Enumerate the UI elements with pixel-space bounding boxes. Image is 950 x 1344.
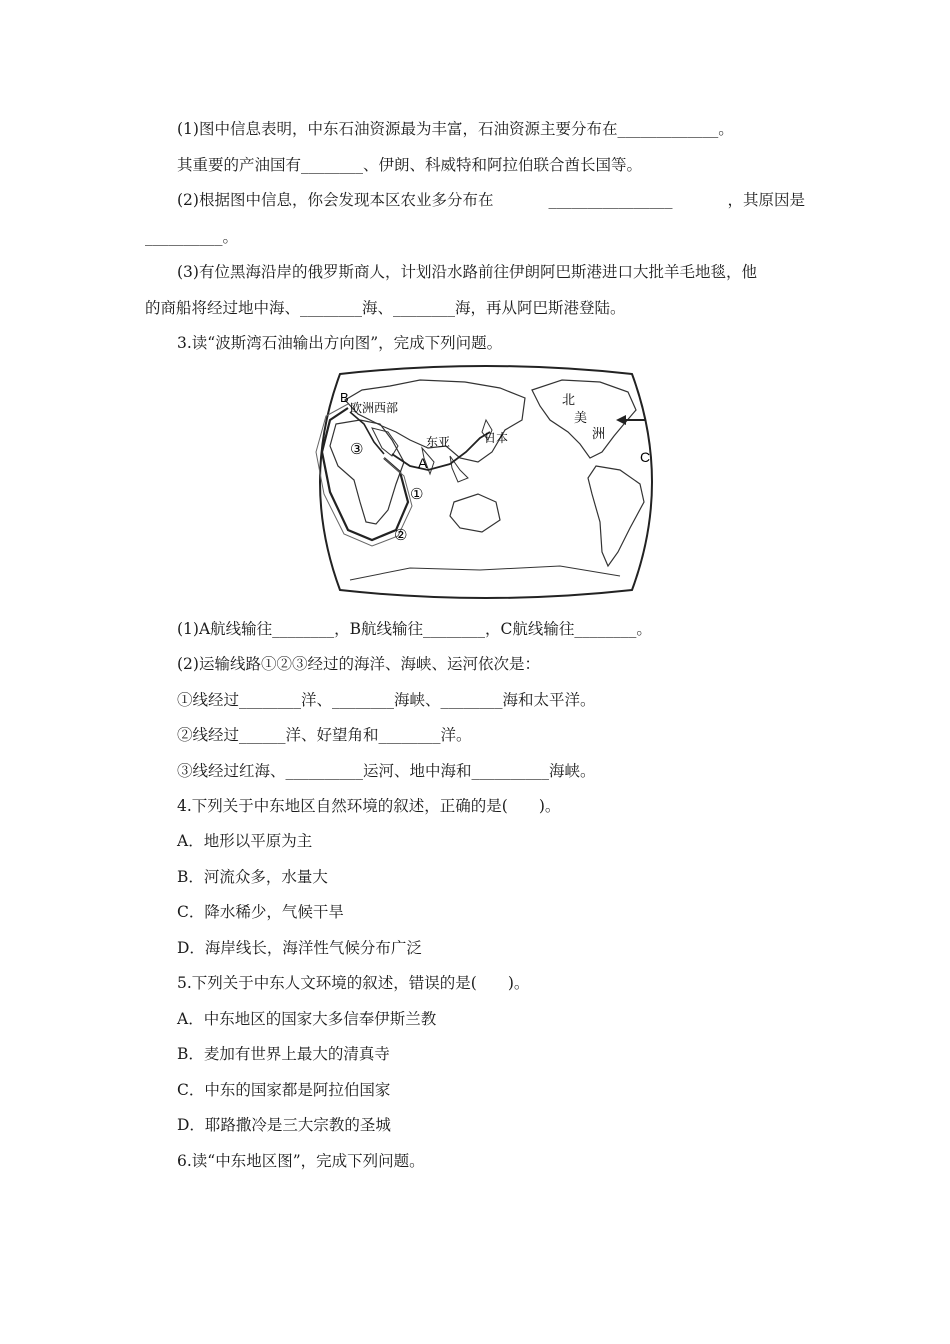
q3-part2: (2)运输线路①②③经过的海洋、海峡、运河依次是： bbox=[177, 655, 540, 673]
q5-option-c: C．中东的国家都是阿拉伯国家 bbox=[177, 1081, 391, 1099]
q3-part1: (1)A航线输往________，B航线输往________，C航线输往________。 bbox=[177, 620, 652, 638]
q4-option-c: C．降水稀少，气候干旱 bbox=[177, 903, 344, 921]
map-label-na-2: 美 bbox=[574, 411, 588, 426]
q3-title: 3.读“波斯湾石油输出方向图”，完成下列问题。 bbox=[177, 334, 503, 352]
q2-part3-line1: (3)有位黑海沿岸的俄罗斯商人，计划沿水路前往伊朗阿巴斯港进口大批羊毛地毯，他 bbox=[177, 263, 757, 281]
q3-route-2: ②线经过______洋、好望角和________洋。 bbox=[177, 726, 472, 744]
q2-part1-line2: 其重要的产油国有________、伊朗、科威特和阿拉伯联合酋长国等。 bbox=[177, 156, 643, 174]
q2-part3-line2: 的商船将经过地中海、________海、________海，再从阿巴斯港登陆。 bbox=[145, 299, 626, 317]
map-label-c: C bbox=[640, 449, 651, 465]
q4-option-b: B．河流众多，水量大 bbox=[177, 868, 328, 886]
q3-route-3: ③线经过红海、__________运河、地中海和__________海峡。 bbox=[177, 762, 596, 780]
map-route-3: ③ bbox=[350, 440, 364, 458]
q5-title: 5.下列关于中东人文环境的叙述，错误的是( )。 bbox=[177, 974, 530, 992]
q2-part2-line1 bbox=[177, 189, 805, 211]
persian-gulf-oil-export-map bbox=[300, 362, 672, 602]
q5-option-b: B．麦加有世界上最大的清真寺 bbox=[177, 1045, 390, 1063]
map-label-japan: 日本 bbox=[484, 431, 509, 445]
map-label-na-3: 洲 bbox=[592, 427, 606, 442]
q2-part2-line2: __________。 bbox=[145, 228, 239, 246]
q6-title: 6.读“中东地区图”，完成下列问题。 bbox=[177, 1152, 425, 1170]
q2-part2-tail: ，其原因是 bbox=[727, 191, 805, 209]
q4-option-d: D．海岸线长，海洋性气候分布广泛 bbox=[177, 939, 422, 957]
q2-part2-blank: ________________ bbox=[548, 191, 673, 209]
map-label-na-1: 北 bbox=[562, 393, 576, 408]
map-route-2: ② bbox=[394, 526, 408, 544]
q2-part2-text: (2)根据图中信息，你会发现本区农业多分布在 bbox=[177, 191, 494, 209]
map-route-1: ① bbox=[410, 485, 424, 503]
map-label-europe: 欧洲西部 bbox=[350, 401, 399, 415]
q3-route-1: ①线经过________洋、________海峡、________海和太平洋。 bbox=[177, 691, 596, 709]
q2-part1-line1: (1)图中信息表明，中东石油资源最为丰富，石油资源主要分布在_____________。 bbox=[177, 120, 734, 138]
map-label-a: A bbox=[418, 455, 428, 471]
map-label-b: B bbox=[340, 390, 349, 405]
q5-option-a: A．中东地区的国家大多信奉伊斯兰教 bbox=[177, 1010, 437, 1028]
q5-option-d: D．耶路撒冷是三大宗教的圣城 bbox=[177, 1116, 391, 1134]
map-label-east-asia: 东亚 bbox=[426, 435, 451, 449]
q4-option-a: A．地形以平原为主 bbox=[177, 832, 313, 850]
q4-title: 4.下列关于中东地区自然环境的叙述，正确的是( )。 bbox=[177, 797, 561, 815]
